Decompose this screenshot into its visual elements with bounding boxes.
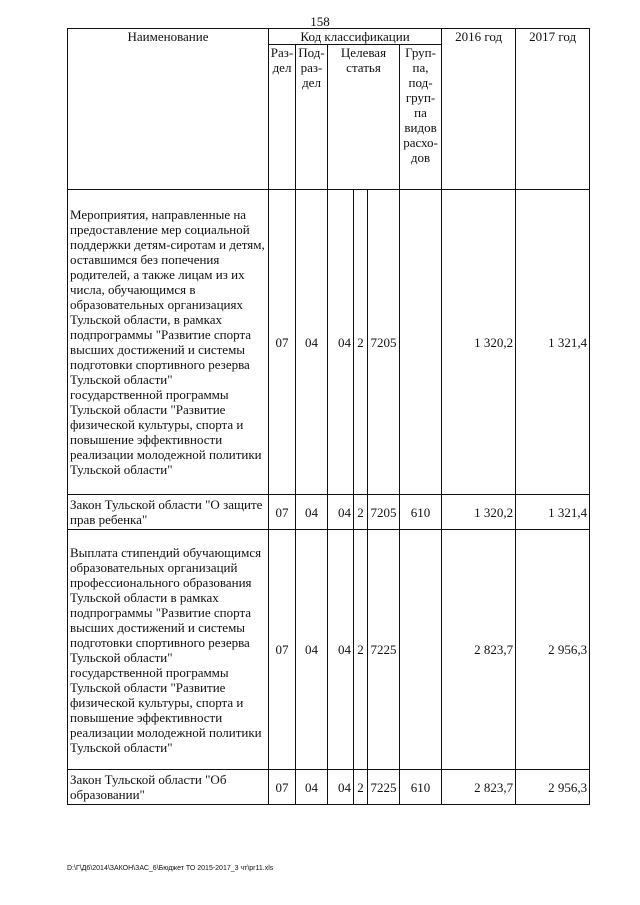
- row-target-1: 04: [328, 530, 354, 770]
- row-podrazdel: 04: [296, 530, 328, 770]
- row-value-2017: 2 956,3: [516, 770, 590, 805]
- header-class-code: Код классификации: [269, 29, 442, 45]
- row-group: 610: [400, 770, 442, 805]
- header-name: Наименование: [68, 29, 269, 190]
- header-year-2017: 2017 год: [516, 29, 590, 190]
- row-razdel: 07: [269, 770, 296, 805]
- row-value-2017: 1 321,4: [516, 495, 590, 530]
- row-group: [400, 530, 442, 770]
- row-group: [400, 190, 442, 495]
- table-row: [68, 770, 590, 805]
- file-path-footer: D:\Г\Д6\2014\ЗАКОН\ЗАС_6\Бюджет ТО 2015-2017_3 чт\pr11.xls: [67, 865, 274, 872]
- row-podrazdel: 04: [296, 190, 328, 495]
- row-target-1: 04: [328, 495, 354, 530]
- header-target-article: Целевая статья: [328, 45, 400, 190]
- row-name: Закон Тульской области "О защите прав ребенка": [68, 495, 269, 530]
- row-target-3: 7225: [368, 530, 400, 770]
- budget-table: [67, 28, 590, 805]
- row-target-3: 7225: [368, 770, 400, 805]
- row-podrazdel: 04: [296, 770, 328, 805]
- row-target-2: 2: [354, 495, 368, 530]
- row-value-2016: 2 823,7: [442, 770, 516, 805]
- row-name: Мероприятия, направленные на предоставление мер социальной поддержки детям-сиротам и детям, оставшимся без попечения родителей, а также лицам из их числа, обучающимся в образовательных организациях Тульской области, в рамках подпрограммы "Развитие спорта высших достижений и системы подготовки спортивного резерва Тульской области" государственной программы Тульской области "Развитие физической культуры, спорта и повышение эффективности реализации молодежной политики Тульской области": [68, 190, 269, 495]
- row-value-2016: 1 320,2: [442, 495, 516, 530]
- header-podrazdel: Под- раз- дел: [296, 45, 328, 190]
- row-razdel: 07: [269, 190, 296, 495]
- row-target-1: 04: [328, 190, 354, 495]
- row-target-1: 04: [328, 770, 354, 805]
- row-value-2017: 2 956,3: [516, 530, 590, 770]
- row-target-2: 2: [354, 530, 368, 770]
- table-row: [68, 495, 590, 530]
- table-row: [68, 530, 590, 770]
- row-value-2016: 1 320,2: [442, 190, 516, 495]
- row-razdel: 07: [269, 495, 296, 530]
- row-target-2: 2: [354, 770, 368, 805]
- row-target-3: 7205: [368, 495, 400, 530]
- row-target-3: 7205: [368, 190, 400, 495]
- header-razdel: Раз- дел: [269, 45, 296, 190]
- row-group: 610: [400, 495, 442, 530]
- page-number: 158: [310, 14, 330, 29]
- header-expense-group: Груп- па, под- груп- па видов расхо- дов: [400, 45, 442, 190]
- header-year-2016: 2016 год: [442, 29, 516, 190]
- row-razdel: 07: [269, 530, 296, 770]
- row-value-2016: 2 823,7: [442, 530, 516, 770]
- row-name: Выплата стипендий обучающимся образовательных организаций профессионального образования Тульской области в рамках подпрограммы "Развитие спорта высших достижений и системы подготовки спортивного резерва Тульской области" государственной программы Тульской области "Развитие физической культуры, спорта и повышение эффективности реализации молодежной политики Тульской области": [68, 530, 269, 770]
- row-target-2: 2: [354, 190, 368, 495]
- row-value-2017: 1 321,4: [516, 190, 590, 495]
- table-row: [68, 190, 590, 495]
- row-name: Закон Тульской области "Об образовании": [68, 770, 269, 805]
- row-podrazdel: 04: [296, 495, 328, 530]
